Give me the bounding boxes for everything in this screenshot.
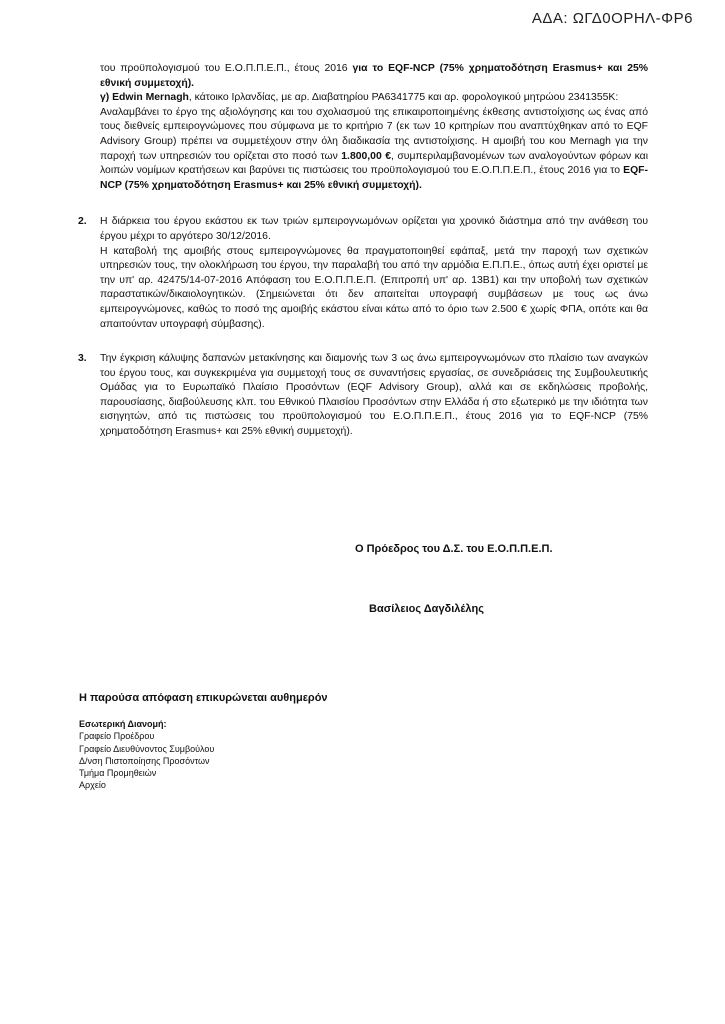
item-3 [78, 352, 648, 440]
expert-g-heading [100, 91, 648, 106]
funding-text: για το EQF-NCP (75% χρηματοδότηση Erasmus+ και 25% εθνική συμμετοχή). [100, 63, 648, 89]
paragraph-text: Αναλαμβάνει το έργο της αξιολόγησης και του σχολιασμού της επικαιροποιημένης έκθεσης αντιστοίχισης ως ένας από τους διεθνείς εμπειρογνώμονες που σύμφωνα με το κριτήριο 7 (εκ των 10 κριτηρίων που αναπτύχθηκαν από το EQF Advisory Group) πρέπει να συμμετέχουν στην όλη διαδικασία της αντιστοίχισης. Η αμοιβή του κου Mernagh για την παροχή των υπηρεσιών του ορίζεται στο ποσό των [100, 106, 648, 162]
item-number: 3. [78, 353, 87, 365]
continued-paragraph [100, 62, 648, 91]
ada-code: ΑΔΑ: ΩΓΔ0ΟΡΗΛ-ΦΡ6 [531, 10, 693, 27]
fee-amount: 1.800,00 € [341, 150, 391, 162]
distribution-item: Γραφείο Διευθύνοντος Συμβούλου [79, 743, 215, 754]
distribution-item: Αρχείο [79, 780, 106, 791]
paragraph-text: , συμπεριλαμβανομένων των αναλογούντων φόρων και λοιπών νομίμων κρατήσεων και βαρύνει τις πιστώσεις του προϋπολογισμού του Ε.Ο.Π.Π.Ε.Π., έτους 2016 για το [100, 150, 648, 177]
duration-paragraph: Η διάρκεια του έργου εκάστου εκ των τριών εμπειρογνωμόνων ορίζεται για χρονικό διάστημα από την ανάθεση του έργου μέχρι το αργότερο 30/12/2016. [100, 216, 648, 242]
internal-distribution [79, 718, 214, 792]
signatory-name: Βασίλειος Δαγδιλέλης [369, 603, 484, 615]
item-number: 2. [78, 216, 87, 228]
paragraph-text: του προϋπολογισμού του Ε.Ο.Π.Π.Ε.Π., έτους 2016 [100, 63, 353, 74]
distribution-heading: Εσωτερική Διανομή: [79, 719, 167, 729]
expert-id: , κάτοικο Ιρλανδίας, με αρ. Διαβατηρίου PA6341775 και αρ. φορολογικού μητρώου 2341355K: [188, 92, 619, 104]
expert-name: γ) Edwin Mernagh [100, 92, 189, 104]
funding-text: EQF-NCP (75% χρηματοδότηση Erasmus+ και 25% εθνική συμμετοχή). [100, 165, 648, 191]
expenses-paragraph: Την έγκριση κάλυψης δαπανών μετακίνησης και διαμονής των 3 ως άνω εμπειρογνωμόνων στο πλαίσιο των αναγκών του έργου τους, και συγκεκριμένα για συμμετοχή τους σε συναντήσεις εργασίας, σε συνεδριάσεις της Συμβουλευτικής Ομάδας για το Ευρωπαϊκό Πλαίσιο Προσόντων (EQF Advisory Group), αλλά και σε εκδηλώσεις προβολής, παρουσίασης, διαβούλευσης κλπ. του Εθνικού Πλαισίου Προσόντων στην Ελλάδα ή στο εξωτερικό με την ιδιότητα των εισηγητών, από τις πιστώσεις του προϋπολογισμού του Ε.Ο.Π.Π.Ε.Π., έτους 2016 για το EQF-NCP (75% χρηματοδότηση Erasmus+ και 25% εθνική συμμετοχή). [100, 353, 648, 438]
distribution-item: Γραφείο Προέδρου [79, 731, 155, 742]
distribution-item: Δ/νση Πιστοποίησης Προσόντων [79, 755, 210, 766]
payment-paragraph: Η καταβολή της αμοιβής στους εμπειρογνώμονες θα πραγματοποιηθεί εφάπαξ, μετά την παροχή των σχετικών υπηρεσιών τους, την ολοκλήρωση του έργου, την παραλαβή του από την αρμόδια Ε.Π.Π.Ε., όπως αυτή έχει οριστεί με την υπ' αρ. 42475/14-07-2016 Απόφαση του Ε.Ο.Π.Π.Ε.Π. (Επιτροπή υπ' αρ. 13Β1) και την υποβολή των σχετικών παραστατικών/δικαιολογητικών. (Σημειώνεται ότι δεν απαιτείται υπογραφή συμβάσεων με τους ως άνω εμπειρογνώμονες, καθώς το ποσό της αμοιβής εκάστου είναι κάτω από το όριο των 2.500 € χωρίς ΦΠΑ, οπότε και θα απαιτούνταν υπογραφή σύμβασης). [100, 245, 648, 330]
signatory-title: Ο Πρόεδρος του Δ.Σ. του Ε.Ο.Π.Π.Ε.Π. [355, 543, 553, 555]
item-2 [78, 215, 648, 332]
ratification-note: Η παρούσα απόφαση επικυρώνεται αυθημερόν [79, 692, 328, 704]
expert-g-paragraph [100, 106, 648, 194]
decision-body [78, 62, 648, 440]
distribution-item: Τμήμα Προμηθειών [79, 768, 157, 779]
